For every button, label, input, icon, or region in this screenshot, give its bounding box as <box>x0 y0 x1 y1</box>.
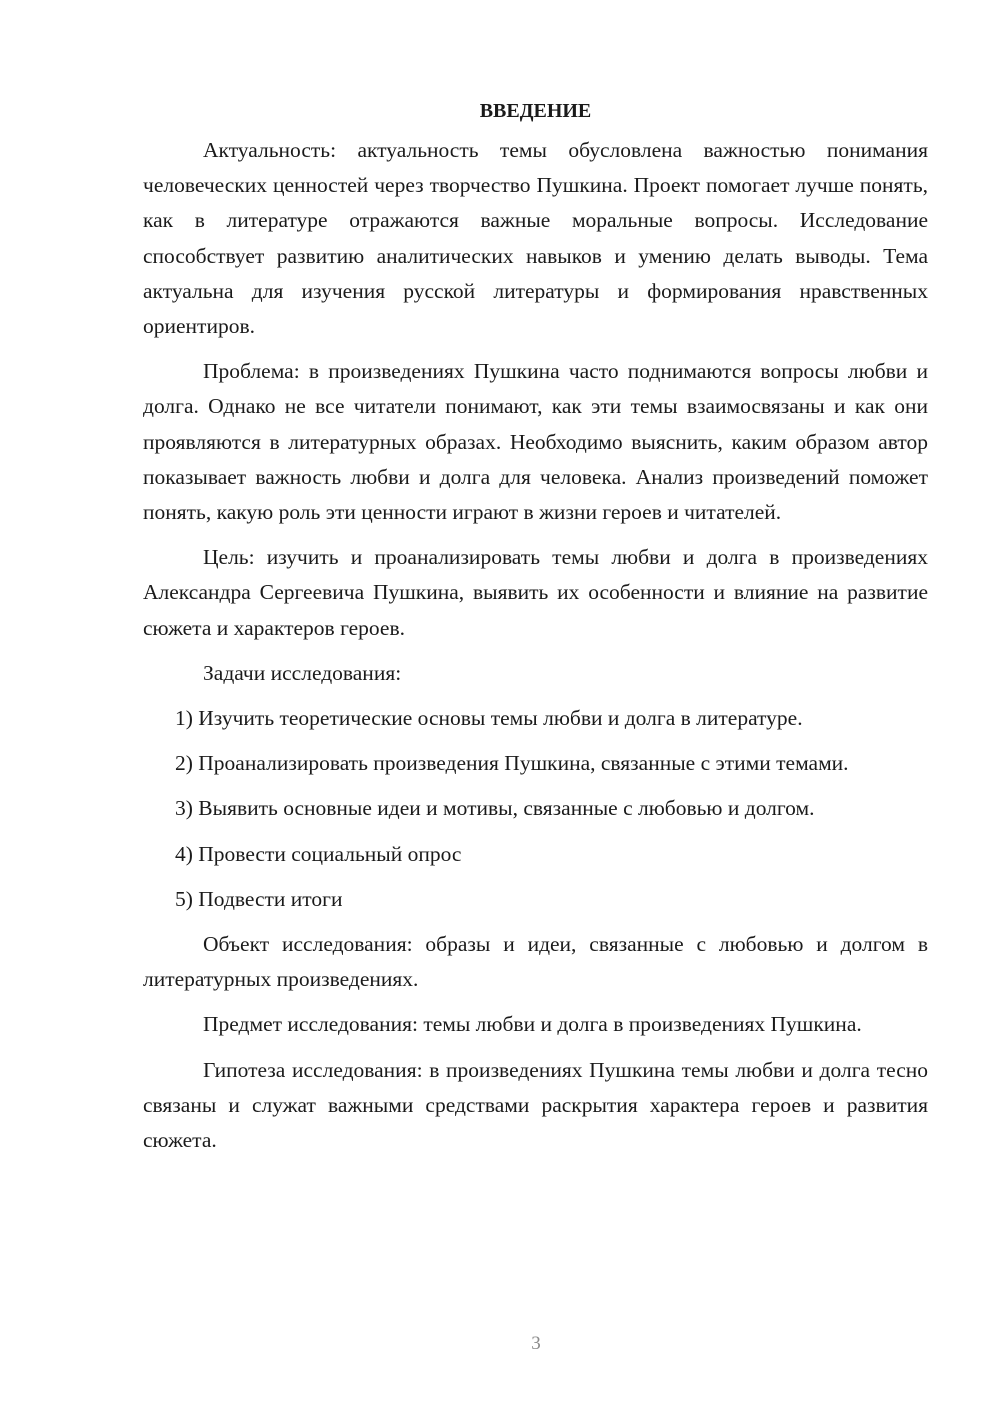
tasks-title: Задачи исследования: <box>203 660 402 685</box>
page-content <box>143 93 928 1168</box>
page-number: 3 <box>531 1333 541 1354</box>
goal-paragraph: Цель: изучить и проанализировать темы любви и долга в произведениях Александра Сергеевича Пушкина, выявить их особенности и влияние на развитие сюжета и характеров героев. <box>143 545 928 640</box>
hypothesis-paragraph: Гипотеза исследования: в произведениях Пушкина темы любви и долга тесно связаны и служат важными средствами раскрытия характера героев и развития сюжета. <box>143 1057 928 1153</box>
task-item: 4) Провести социальный опрос <box>175 841 462 866</box>
relevance-paragraph: Актуальность: актуальность темы обусловлена важностью понимания человеческих ценностей через творчество Пушкина. Проект помогает лучше понять, как в литературе отражаются важные моральные вопросы. Исследование способствует развитию аналитических навыков и умению делать выводы. Тема актуальна для изучения русской литературы и формирования нравственных ориентиров. <box>143 138 928 339</box>
task-item: 3) Выявить основные идеи и мотивы, связанные с любовью и долгом. <box>175 796 815 821</box>
page-title: ВВЕДЕНИЕ <box>479 100 592 122</box>
task-item: 1) Изучить теоретические основы темы любви и долга в литературе. <box>175 706 803 731</box>
object-paragraph: Объект исследования: образы и идеи, связанные с любовью и долгом в литературных произведениях. <box>143 932 928 992</box>
subject-paragraph: Предмет исследования: темы любви и долга в произведениях Пушкина. <box>203 1012 862 1037</box>
task-item: 5) Подвести итоги <box>175 886 343 911</box>
task-item: 2) Проанализировать произведения Пушкина, связанные с этими темами. <box>175 751 849 776</box>
problem-paragraph: Проблема: в произведениях Пушкина часто поднимаются вопросы любви и долга. Однако не все читатели понимают, как эти темы взаимосвязаны и как они проявляются в литературных образах. Необходимо выяснить, каким образом автор показывает важность любви и долга для человека. Анализ произведений поможет понять, какую роль эти ценности играют в жизни героев и читателей. <box>143 359 928 525</box>
